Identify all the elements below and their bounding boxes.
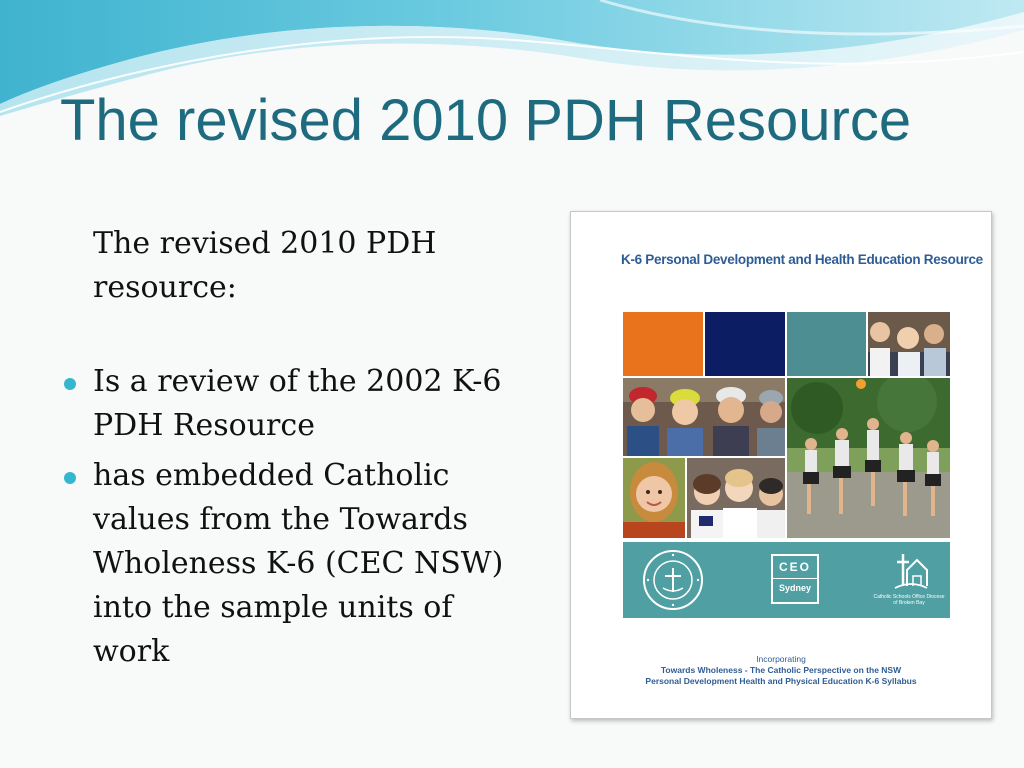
cover-footer: [611, 654, 951, 687]
broken-bay-logo-icon: [893, 550, 929, 592]
catholic-education-office-seal-icon: [641, 548, 705, 612]
logo-bar: [623, 542, 950, 618]
intro-text: The revised 2010 PDH resource:: [93, 226, 437, 305]
slide-title: The revised 2010 PDH Resource: [60, 88, 912, 153]
cover-footer-line3: Personal Development Health and Physical Education K-6 Syllabus: [645, 676, 917, 686]
navy-block: [705, 312, 785, 376]
ceo-logo-text: CEO: [778, 560, 811, 574]
bullet-dot-icon: [64, 472, 76, 484]
girl-photo: [623, 458, 685, 538]
children-photo: [868, 312, 950, 376]
resource-cover-image: [570, 211, 992, 719]
students-photo: [687, 458, 785, 538]
cover-footer-incorporating: Incorporating: [756, 654, 806, 664]
bullet-text: has embedded Catholic values from the Towards Wholeness K-6 (CEC NSW) into the sample units of work: [93, 458, 504, 669]
cover-footer-line2: Towards Wholeness - The Catholic Perspective on the NSW: [660, 665, 902, 675]
netball-photo: [787, 378, 950, 538]
bullet-item: [62, 454, 522, 674]
broken-bay-caption: Catholic Schools Office Diocese of Broken Bay: [873, 594, 945, 606]
ceo-logo-city: Sydney: [773, 578, 817, 593]
bullet-text: Is a review of the 2002 K-6 PDH Resource: [93, 364, 502, 443]
teal-block: [787, 312, 866, 376]
cyclists-photo: [623, 378, 785, 456]
ceo-sydney-logo: [771, 554, 819, 604]
bullet-dot-icon: [64, 378, 76, 390]
bullet-list: [62, 360, 522, 674]
orange-block: [623, 312, 703, 376]
bullet-item: [62, 360, 522, 448]
slide-body: [62, 222, 522, 680]
cover-title: K-6 Personal Development and Health Education Resource: [621, 252, 983, 267]
